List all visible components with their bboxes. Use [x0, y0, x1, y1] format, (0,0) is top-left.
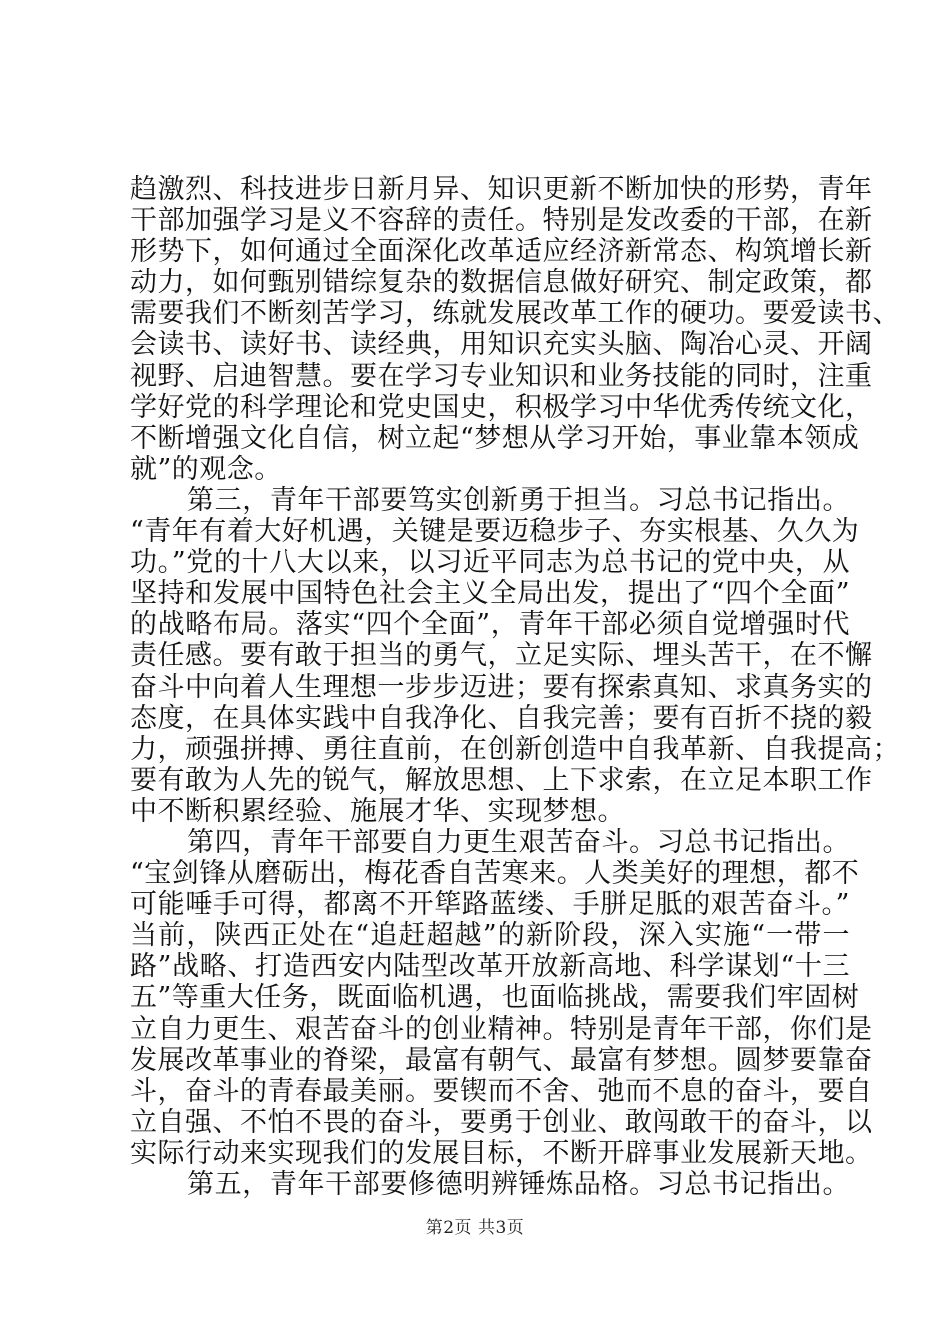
text-line: 形势下，如何通过全面深化改革适应经济新常态、构筑增长新 — [130, 236, 873, 268]
text-line: 就”的观念。 — [130, 453, 282, 485]
text-line: 力，顽强拼搏、勇往直前，在创新创造中自我革新、自我提高； — [130, 733, 900, 765]
text-line: 学好党的科学理论和党史国史，积极学习中华优秀传统文化， — [130, 391, 873, 423]
text-line: 可能唾手可得，都离不开筚路蓝缕、手胼足胝的艰苦奋斗。” — [130, 889, 850, 921]
text-line: 要有敢为人先的锐气，解放思想、上下求索，在立足本职工作 — [130, 764, 873, 796]
text-line: 态度，在具体实践中自我净化、自我完善；要有百折不挠的毅 — [130, 702, 873, 734]
text-line: 趋激烈、科技进步日新月异、知识更新不断加快的形势，青年 — [130, 174, 873, 205]
page-footer: 第2页 共3页 — [425, 1218, 525, 1238]
text-line: 不断增强文化自信，树立起“梦想从学习开始，事业靠本领成 — [130, 422, 860, 454]
text-line: 路”战略、打造西安内陆型改革开放新高地、科学谋划“十三 — [130, 951, 850, 983]
text-line: 五”等重大任务，既面临机遇，也面临挑战，需要我们牢固树 — [130, 982, 860, 1014]
text-line: 实际行动来实现我们的发展目标，不断开辟事业发展新天地。 — [130, 1137, 873, 1169]
text-line: 坚持和发展中国特色社会主义全局出发，提出了“四个全面” — [130, 578, 850, 610]
text-line: 动力，如何甄别错综复杂的数据信息做好研究、制定政策，都 — [130, 267, 873, 299]
text-line: 会读书、读好书、读经典，用知识充实头脑、陶冶心灵、开阔 — [130, 329, 873, 361]
paragraph-first-line: 第四，青年干部要自力更生艰苦奋斗。习总书记指出。 — [187, 826, 850, 858]
text-line: 发展改革事业的脊梁，最富有朝气、最富有梦想。圆梦要靠奋 — [130, 1044, 873, 1076]
text-line: 中不断积累经验、施展才华、实现梦想。 — [130, 795, 625, 827]
text-line: 立自力更生、艰苦奋斗的创业精神。特别是青年干部，你们是 — [130, 1013, 873, 1045]
text-line: 当前，陕西正处在“追赶超越”的新阶段，深入实施“一带一 — [130, 920, 850, 952]
text-line: 功。”党的十八大以来，以习近平同志为总书记的党中央，从 — [130, 547, 850, 579]
text-line: 责任感。要有敢于担当的勇气，立足实际、埋头苦干，在不懈 — [130, 640, 873, 672]
text-line: “宝剑锋从磨砺出，梅花香自苦寒来。人类美好的理想，都不 — [130, 858, 860, 890]
text-line: “青年有着大好机遇，关键是要迈稳步子、夯实根基、久久为 — [130, 516, 860, 548]
text-line: 立自强、不怕不畏的奋斗，要勇于创业、敢闯敢干的奋斗，以 — [130, 1106, 873, 1138]
text-line: 斗，奋斗的青春最美丽。要锲而不舍、弛而不息的奋斗，要自 — [130, 1075, 873, 1107]
text-line: 奋斗中向着人生理想一步步迈进；要有探索真知、求真务实的 — [130, 671, 873, 703]
body-text — [130, 174, 900, 1200]
text-line: 的战略布局。落实“四个全面”，青年干部必须自觉增强时代 — [130, 609, 850, 641]
paragraph-first-line: 第五，青年干部要修德明辨锤炼品格。习总书记指出。 — [187, 1169, 850, 1200]
text-line: 视野、启迪智慧。要在学习专业知识和业务技能的同时，注重 — [130, 360, 873, 392]
text-line: 干部加强学习是义不容辞的责任。特别是发改委的干部，在新 — [130, 205, 873, 237]
text-line: 需要我们不断刻苦学习，练就发展改革工作的硬功。要爱读书、 — [130, 298, 900, 330]
paragraph-first-line: 第三，青年干部要笃实创新勇于担当。习总书记指出。 — [187, 484, 850, 516]
